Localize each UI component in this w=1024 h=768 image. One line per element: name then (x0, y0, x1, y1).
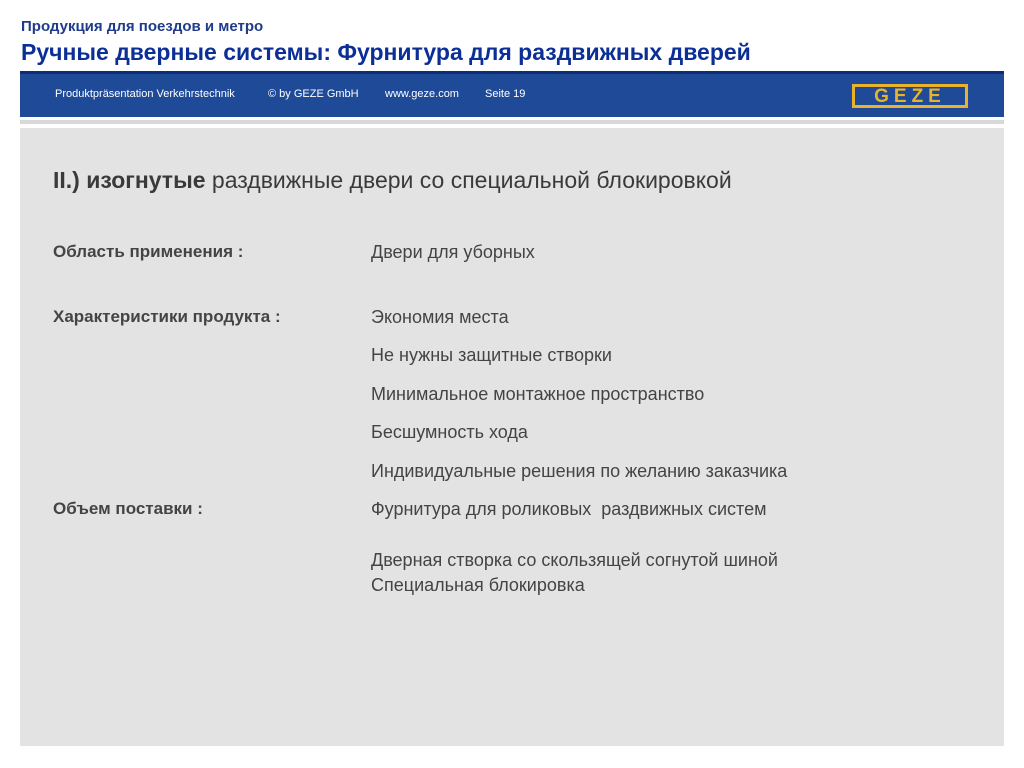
characteristic-item: Индивидуальные решения по желанию заказчика (371, 461, 788, 481)
characteristic-item: Экономия места (371, 307, 509, 327)
delivery-item: Дверная створка со скользящей согнутой шиной (371, 550, 778, 570)
delivery-item: Специальная блокировка (371, 575, 585, 595)
divider (20, 120, 1004, 124)
geze-logo (852, 84, 968, 108)
heading-rest: раздвижные двери со специальной блокировкой (205, 167, 732, 193)
delivery-label: Объем поставки : (53, 499, 203, 518)
website-link[interactable]: www.geze.com (385, 88, 459, 100)
presentation-label: Produktpräsentation Verkehrstechnik (55, 88, 235, 100)
characteristic-item: Минимальное монтажное пространство (371, 384, 705, 404)
page-title: Ручные дверные системы: Фурнитура для раздвижных дверей (21, 39, 751, 65)
page-subtitle: Продукция для поездов и метро (21, 18, 264, 35)
heading-bold: II.) изогнутые (53, 167, 206, 193)
characteristic-item: Не нужны защитные створки (371, 345, 612, 365)
characteristic-item: Бесшумность хода (371, 422, 528, 442)
characteristics-label: Характеристики продукта : (53, 307, 281, 326)
delivery-item: Фурнитура для роликовых раздвижных систем (371, 499, 767, 519)
application-label: Область применения : (53, 242, 244, 261)
logo-text: GEZE (874, 85, 946, 107)
page-number: Seite 19 (485, 88, 526, 100)
application-value: Двери для уборных (371, 242, 535, 262)
section-heading (53, 167, 732, 194)
content-panel (20, 128, 1004, 746)
header-bar (20, 71, 1004, 117)
copyright-label: © by GEZE GmbH (268, 88, 359, 100)
